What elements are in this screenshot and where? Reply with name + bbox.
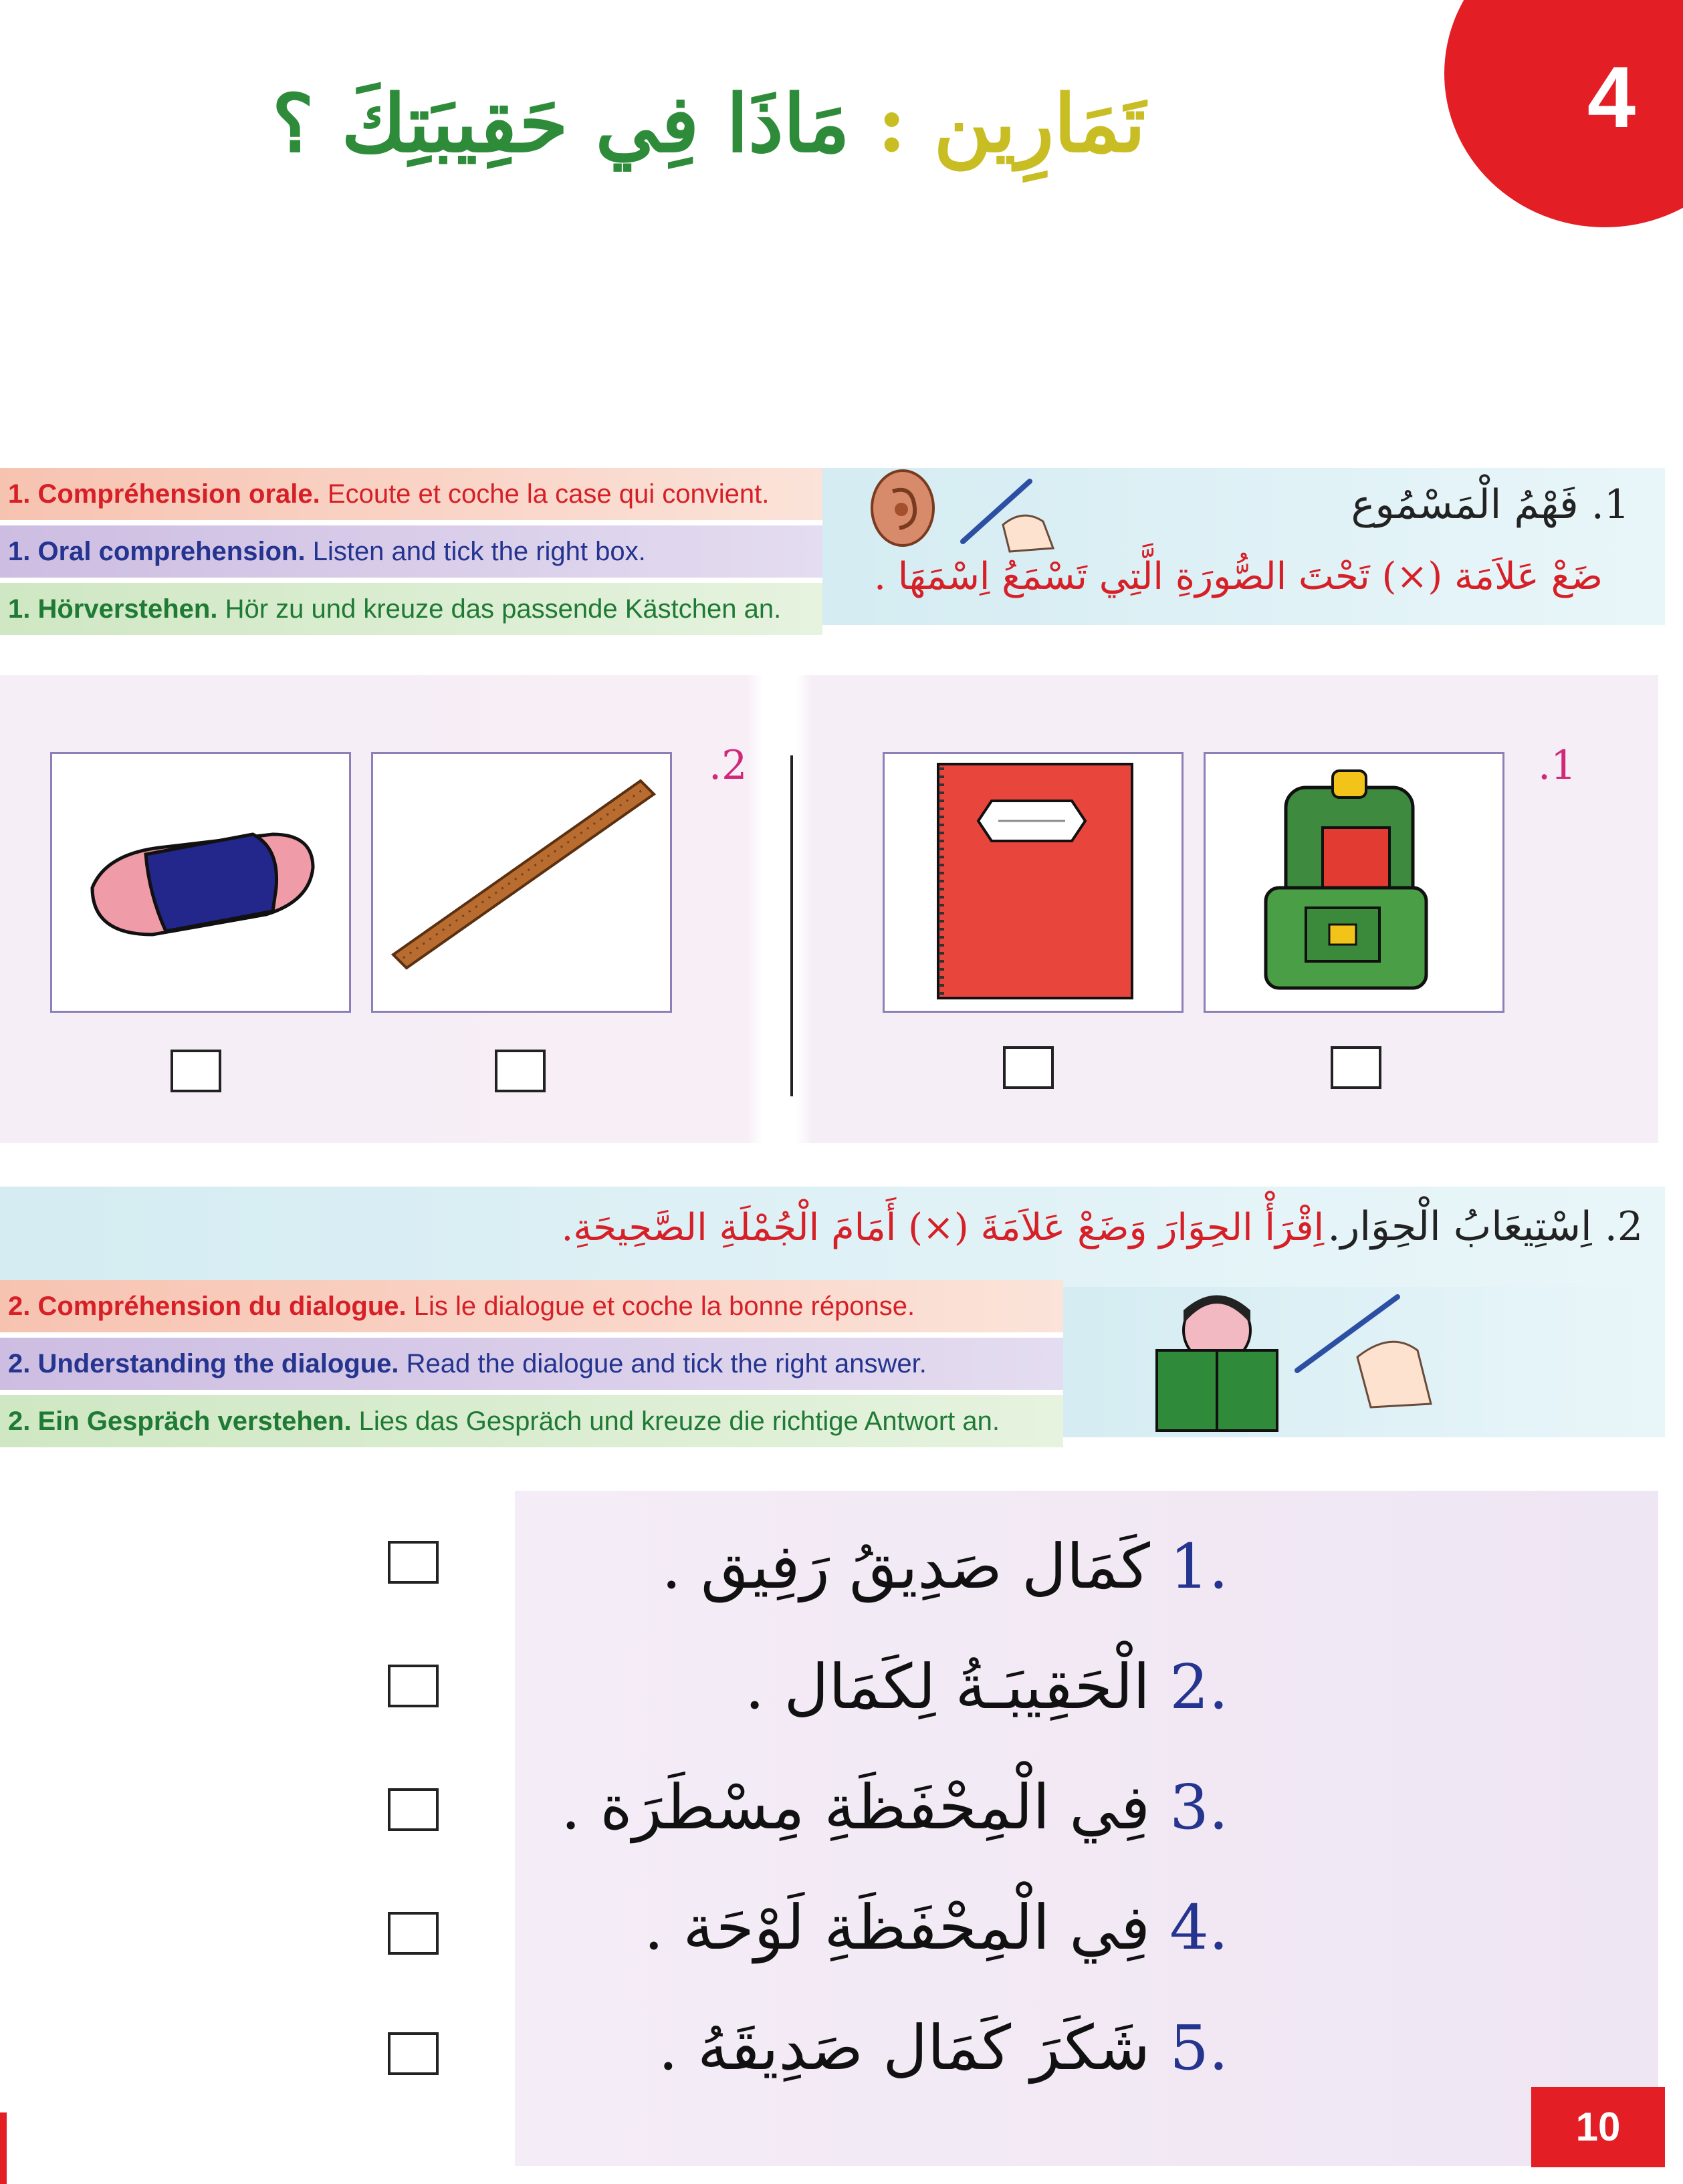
checkbox-notebook[interactable] bbox=[1003, 1046, 1054, 1089]
picture-school-bag bbox=[1204, 752, 1504, 1013]
ear-icon bbox=[872, 471, 933, 545]
page-number: 10 bbox=[1531, 2087, 1665, 2167]
page-title bbox=[254, 74, 1163, 174]
picture-ruler bbox=[371, 752, 672, 1013]
checkbox-school-bag[interactable] bbox=[1331, 1046, 1381, 1089]
checkbox-ruler[interactable] bbox=[495, 1050, 546, 1092]
school-bag-icon bbox=[1206, 754, 1502, 1011]
exercise1-ar-instruction: ضَعْ عَلاَمَة (×) تَحْتَ الصُّورَةِ الَّتِي تَسْمَعُ اِسْمَهَا . bbox=[874, 555, 1603, 598]
sentence-2: .2 الْحَقِيبَـةُ لِكَمَال . bbox=[745, 1651, 1228, 1723]
lesson-number: 4 bbox=[1587, 48, 1636, 146]
exercise1-fr-band: 1. Compréhension orale. Ecoute et coche la case qui convient. bbox=[0, 468, 822, 520]
picture-eraser bbox=[50, 752, 351, 1013]
group-divider bbox=[790, 755, 793, 1096]
checkbox-sentence-5[interactable] bbox=[388, 2032, 439, 2075]
checkbox-sentence-1[interactable] bbox=[388, 1541, 439, 1584]
exercise1-de-band: 1. Hörverstehen. Hör zu und kreuze das passende Kästchen an. bbox=[0, 583, 822, 635]
exercise2-en-band: 2. Understanding the dialogue. Read the dialogue and tick the right answer. bbox=[0, 1338, 1063, 1390]
checkbox-sentence-4[interactable] bbox=[388, 1912, 439, 1955]
picture-notebook bbox=[883, 752, 1184, 1013]
exercise2-icons bbox=[1137, 1284, 1444, 1437]
checkbox-sentence-2[interactable] bbox=[388, 1665, 439, 1707]
exercise2-ar-instruction: اِقْرَأْ الحِوَارَ وَضَعْ عَلاَمَةَ (×) أَمَامَ الْجُمْلَةِ الصَّحِيحَةِ. bbox=[561, 1206, 1325, 1249]
exercise2-ar-heading: 2. اِسْتِيعَابُ الْحِوَار. bbox=[1327, 1203, 1643, 1250]
checkbox-sentence-3[interactable] bbox=[388, 1788, 439, 1831]
pencil-hand-icon bbox=[963, 481, 1053, 552]
eraser-icon bbox=[52, 754, 349, 1011]
reading-child-icon bbox=[1157, 1296, 1277, 1431]
footer-edge-mark bbox=[0, 2112, 7, 2184]
group1-label: .1 bbox=[1538, 742, 1577, 789]
sentence-5: .5 شَكَرَ كَمَال صَدِيقَهُ . bbox=[658, 2012, 1228, 2084]
notebook-icon bbox=[885, 754, 1182, 1011]
exercise1-en-band: 1. Oral comprehension. Listen and tick the right box. bbox=[0, 525, 822, 578]
exercise2-ar-line bbox=[561, 1203, 1643, 1250]
exercise2-fr-band: 2. Compréhension du dialogue. Lis le dialogue et coche la bonne réponse. bbox=[0, 1280, 1063, 1332]
sentence-1: .1 كَمَال صَدِيقُ رَفِيق . bbox=[661, 1531, 1228, 1602]
exercise1-icons bbox=[863, 468, 1063, 555]
exercise2-de-band: 2. Ein Gespräch verstehen. Lies das Gespräch und kreuze die richtige Antwort an. bbox=[0, 1395, 1063, 1447]
sentence-3: .3 فِي الْمِحْفَظَةِ مِسْطَرَة . bbox=[561, 1772, 1228, 1843]
exercise1-ar-heading: 1. فَهْمُ الْمَسْمُوع bbox=[1351, 481, 1630, 528]
ruler-icon bbox=[373, 754, 670, 1011]
title-part1: تَمَارِين : bbox=[877, 77, 1146, 170]
pencil-hand-icon bbox=[1297, 1297, 1431, 1407]
checkbox-eraser[interactable] bbox=[171, 1050, 221, 1092]
group2-label: .2 bbox=[709, 742, 748, 789]
title-part2: مَاذَا فِي حَقِيبَتِكَ ؟ bbox=[271, 77, 850, 170]
sentence-4: .4 فِي الْمِحْفَظَةِ لَوْحَة . bbox=[644, 1892, 1228, 1963]
